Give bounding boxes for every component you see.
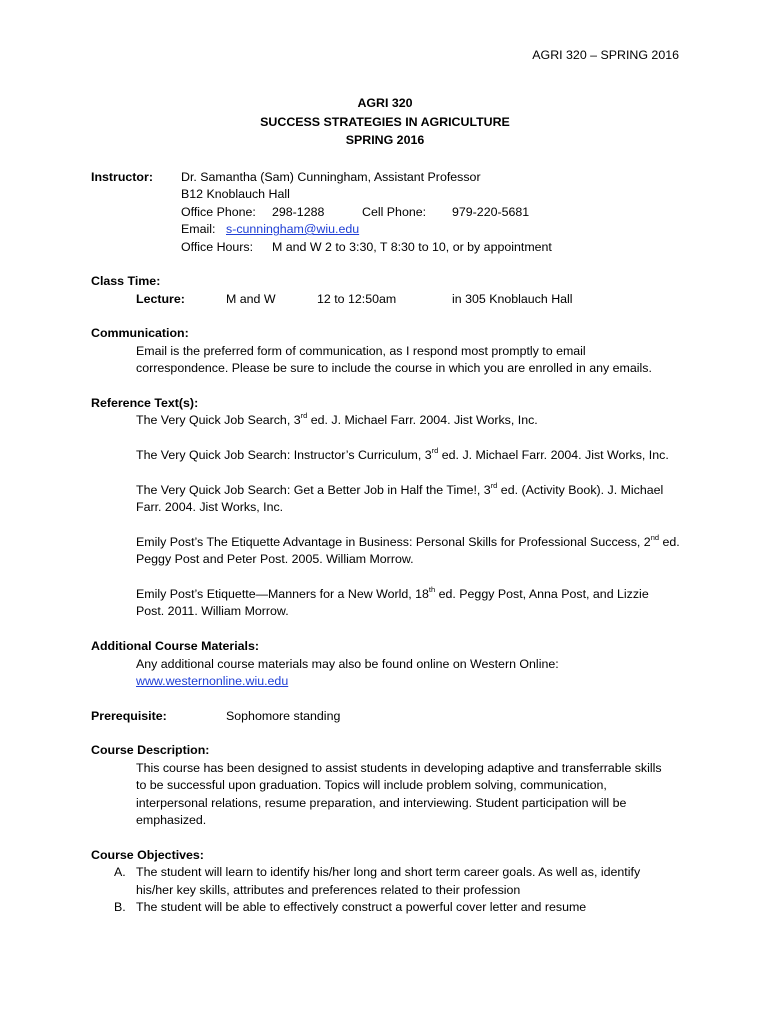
office-hours-value: M and W 2 to 3:30, T 8:30 to 10, or by appointment <box>272 240 552 254</box>
reference-item-3-cont: Farr. 2004. Jist Works, Inc. <box>136 500 284 514</box>
objective-b-marker: B. <box>114 900 126 914</box>
lecture-time: 12 to 12:50am <box>317 292 397 306</box>
course-name-title: SUCCESS STRATEGIES IN AGRICULTURE <box>260 115 510 129</box>
email-label: Email: <box>181 222 216 236</box>
additional-materials-label: Additional Course Materials: <box>91 639 259 653</box>
instructor-email-link[interactable]: s-cunningham@wiu.edu <box>226 222 360 236</box>
course-description-line3: interpersonal relations, resume preparation, and interviewing. Student participation will be <box>136 796 627 810</box>
lecture-days: M and W <box>226 292 276 306</box>
course-objectives-label: Course Objectives: <box>91 848 204 862</box>
course-description-label: Course Description: <box>91 743 210 757</box>
term-title: SPRING 2016 <box>345 133 425 147</box>
office-hours-label: Office Hours: <box>181 240 254 254</box>
cell-phone-label: Cell Phone: <box>362 205 427 219</box>
instructor-label: Instructor: <box>91 170 153 184</box>
course-description-line1: This course has been designed to assist students in developing adaptive and transferrable skills <box>136 761 662 775</box>
objective-a-line1: The student will learn to identify his/her long and short term career goals. As well as, identify <box>136 865 641 879</box>
office-phone-label: Office Phone: <box>181 205 256 219</box>
office-phone-value: 298-1288 <box>272 205 325 219</box>
prerequisite-value: Sophomore standing <box>226 709 341 723</box>
reference-texts-label: Reference Text(s): <box>91 396 199 410</box>
prerequisite-label: Prerequisite: <box>91 709 167 723</box>
instructor-office: B12 Knoblauch Hall <box>181 187 290 201</box>
additional-materials-text: Any additional course materials may also be found online on Western Online: <box>136 657 559 671</box>
objective-a-marker: A. <box>114 865 126 879</box>
communication-label: Communication: <box>91 326 189 340</box>
lecture-label: Lecture: <box>136 292 185 306</box>
cell-phone-value: 979-220-5681 <box>452 205 530 219</box>
reference-item-4-cont: Peggy Post and Peter Post. 2005. William Morrow. <box>136 552 414 566</box>
communication-text-line1: Email is the preferred form of communication, as I respond most promptly to email <box>136 344 586 358</box>
reference-item-3: The Very Quick Job Search: Get a Better Job in Half the Time!, 3rd ed. (Activity Book). J. Michael <box>136 480 664 497</box>
class-time-label: Class Time: <box>91 274 161 288</box>
instructor-name: Dr. Samantha (Sam) Cunningham, Assistant Professor <box>181 170 481 184</box>
course-code-title: AGRI 320 <box>357 96 413 110</box>
running-header: AGRI 320 – SPRING 2016 <box>532 48 679 62</box>
course-description-line4: emphasized. <box>136 813 207 827</box>
objective-a-line2: his/her key skills, attributes and preferences related to their profession <box>136 883 521 897</box>
reference-item-2: The Very Quick Job Search: Instructor’s Curriculum, 3rd ed. J. Michael Farr. 2004. Jist Works, Inc. <box>136 445 669 462</box>
communication-text-line2: correspondence. Please be sure to include the course in which you are enrolled in any emails. <box>136 361 652 375</box>
reference-item-1: The Very Quick Job Search, 3rd ed. J. Michael Farr. 2004. Jist Works, Inc. <box>136 410 538 427</box>
reference-item-4: Emily Post’s The Etiquette Advantage in Business: Personal Skills for Professional Success, 2nd ed. <box>136 532 680 549</box>
western-online-link[interactable]: www.westernonline.wiu.edu <box>136 674 289 688</box>
course-description-line2: to be successful upon graduation. Topics will include problem solving, communication, <box>136 778 607 792</box>
objective-b-line1: The student will be able to effectively construct a powerful cover letter and resume <box>136 900 587 914</box>
reference-item-5-cont: Post. 2011. William Morrow. <box>136 604 289 618</box>
reference-item-5: Emily Post’s Etiquette—Manners for a New World, 18th ed. Peggy Post, Anna Post, and Lizzie <box>136 584 649 601</box>
lecture-location: in 305 Knoblauch Hall <box>452 292 573 306</box>
